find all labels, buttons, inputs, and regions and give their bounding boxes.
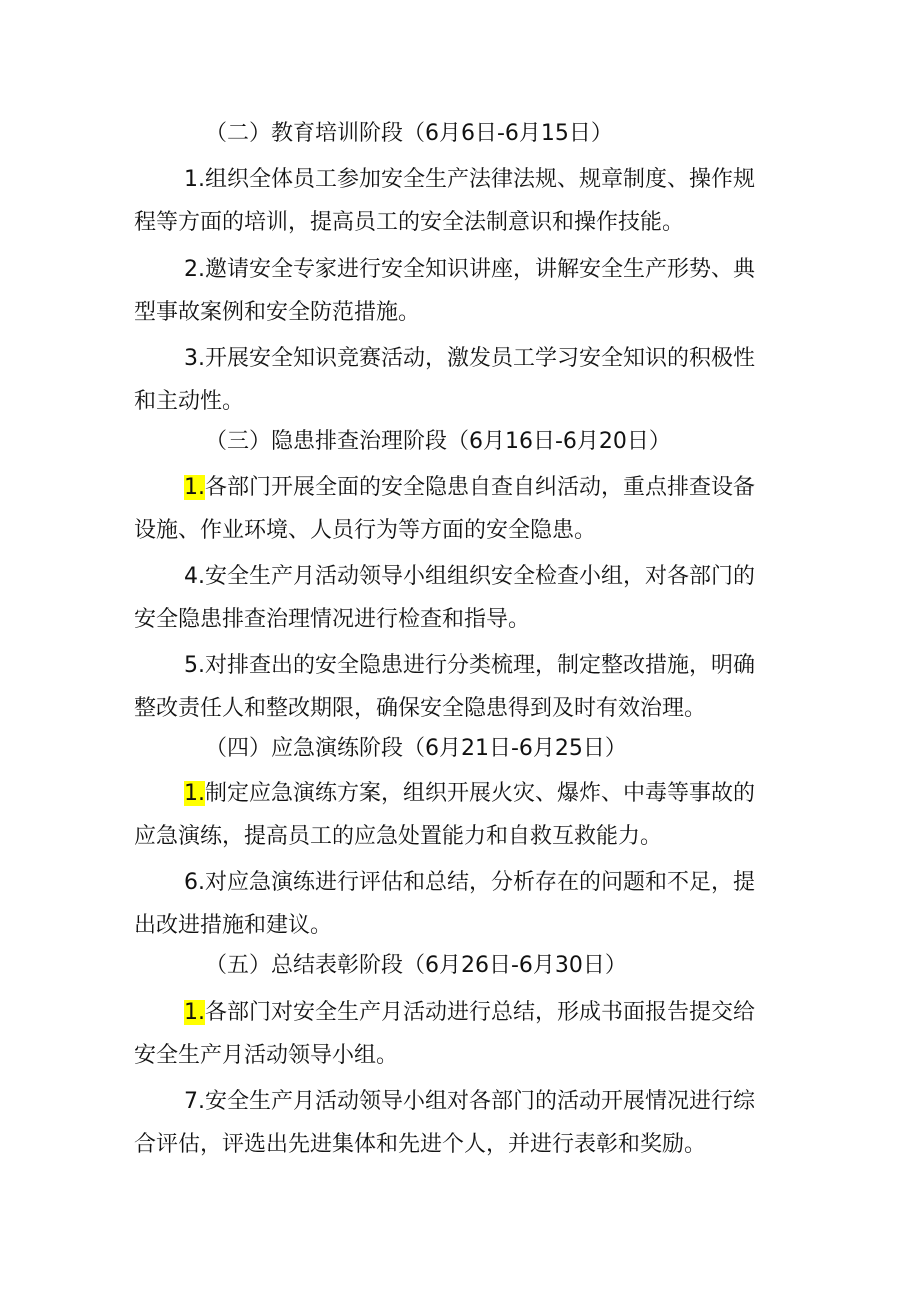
item-text: 开展安全知识竞赛活动，激发员工学习安全知识的积极性 [205,346,756,371]
list-item-first-line [184,772,920,816]
item-separator: . [198,1089,205,1114]
list-item-continuation: 型事故案例和安全防范措施。 [134,300,421,325]
list-item-first-line [184,1080,920,1124]
item-number: 1 [184,167,198,192]
list-item-continuation: 设施、作业环境、人员行为等方面的安全隐患。 [134,518,597,543]
item-number: 2 [184,257,198,282]
item-text: 制定应急演练方案，组织开展火灾、爆炸、中毒等事故的 [205,781,756,806]
list-item-continuation: 合评估，评选出先进集体和先进个人，并进行表彰和奖励。 [134,1132,707,1157]
item-separator: . [198,564,205,589]
item-number: 5 [184,653,198,678]
item-text: 对排查出的安全隐患进行分类梳理，制定整改措施，明确 [205,653,756,678]
item-separator: . [198,257,205,282]
list-item-first-line [184,337,920,381]
list-item-continuation: 应急演练，提高员工的应急处置能力和自救互救能力。 [134,824,663,849]
list-item-first-line [184,248,920,292]
section-heading: （二）教育培训阶段（6月6日-6月15日） [205,121,613,146]
list-item-continuation: 安全隐患排查治理情况进行检查和指导。 [134,607,531,632]
highlighted-item-number: 1. [184,781,205,806]
item-number: 4 [184,564,198,589]
item-text: 安全生产月活动领导小组对各部门的活动开展情况进行综 [205,1089,756,1114]
list-item-first-line [184,644,920,688]
item-separator: . [198,167,205,192]
list-item-continuation: 整改责任人和整改期限，确保安全隐患得到及时有效治理。 [134,696,707,721]
item-text: 邀请安全专家进行安全知识讲座，讲解安全生产形势、典 [205,257,756,282]
list-item-first-line [184,861,920,905]
highlighted-item-number: 1. [184,1000,205,1025]
list-item-first-line [184,555,920,599]
section-heading: （五）总结表彰阶段（6月26日-6月30日） [205,953,627,978]
list-item-continuation: 出改进措施和建议。 [134,913,333,938]
item-number: 6 [184,870,198,895]
item-text: 各部门对安全生产月活动进行总结，形成书面报告提交给 [205,1000,756,1025]
item-number: 7 [184,1089,198,1114]
list-item-first-line [184,991,920,1035]
list-item-continuation: 和主动性。 [134,389,245,414]
list-item-continuation: 程等方面的培训，提高员工的安全法制意识和操作技能。 [134,210,685,235]
section-heading: （四）应急演练阶段（6月21日-6月25日） [205,736,627,761]
section-heading: （三）隐患排查治理阶段（6月16日-6月20日） [205,429,671,454]
item-text: 各部门开展全面的安全隐患自查自纠活动，重点排查设备 [205,475,756,500]
item-separator: . [198,346,205,371]
item-text: 对应急演练进行评估和总结，分析存在的问题和不足，提 [205,870,756,895]
item-text: 组织全体员工参加安全生产法律法规、规章制度、操作规 [205,167,756,192]
list-item-continuation: 安全生产月活动领导小组。 [134,1043,399,1068]
item-number: 3 [184,346,198,371]
list-item-first-line [184,158,920,202]
item-text: 安全生产月活动领导小组组织安全检查小组，对各部门的 [205,564,756,589]
item-separator: . [198,870,205,895]
highlighted-item-number: 1. [184,475,205,500]
item-separator: . [198,653,205,678]
list-item-first-line [184,466,920,510]
